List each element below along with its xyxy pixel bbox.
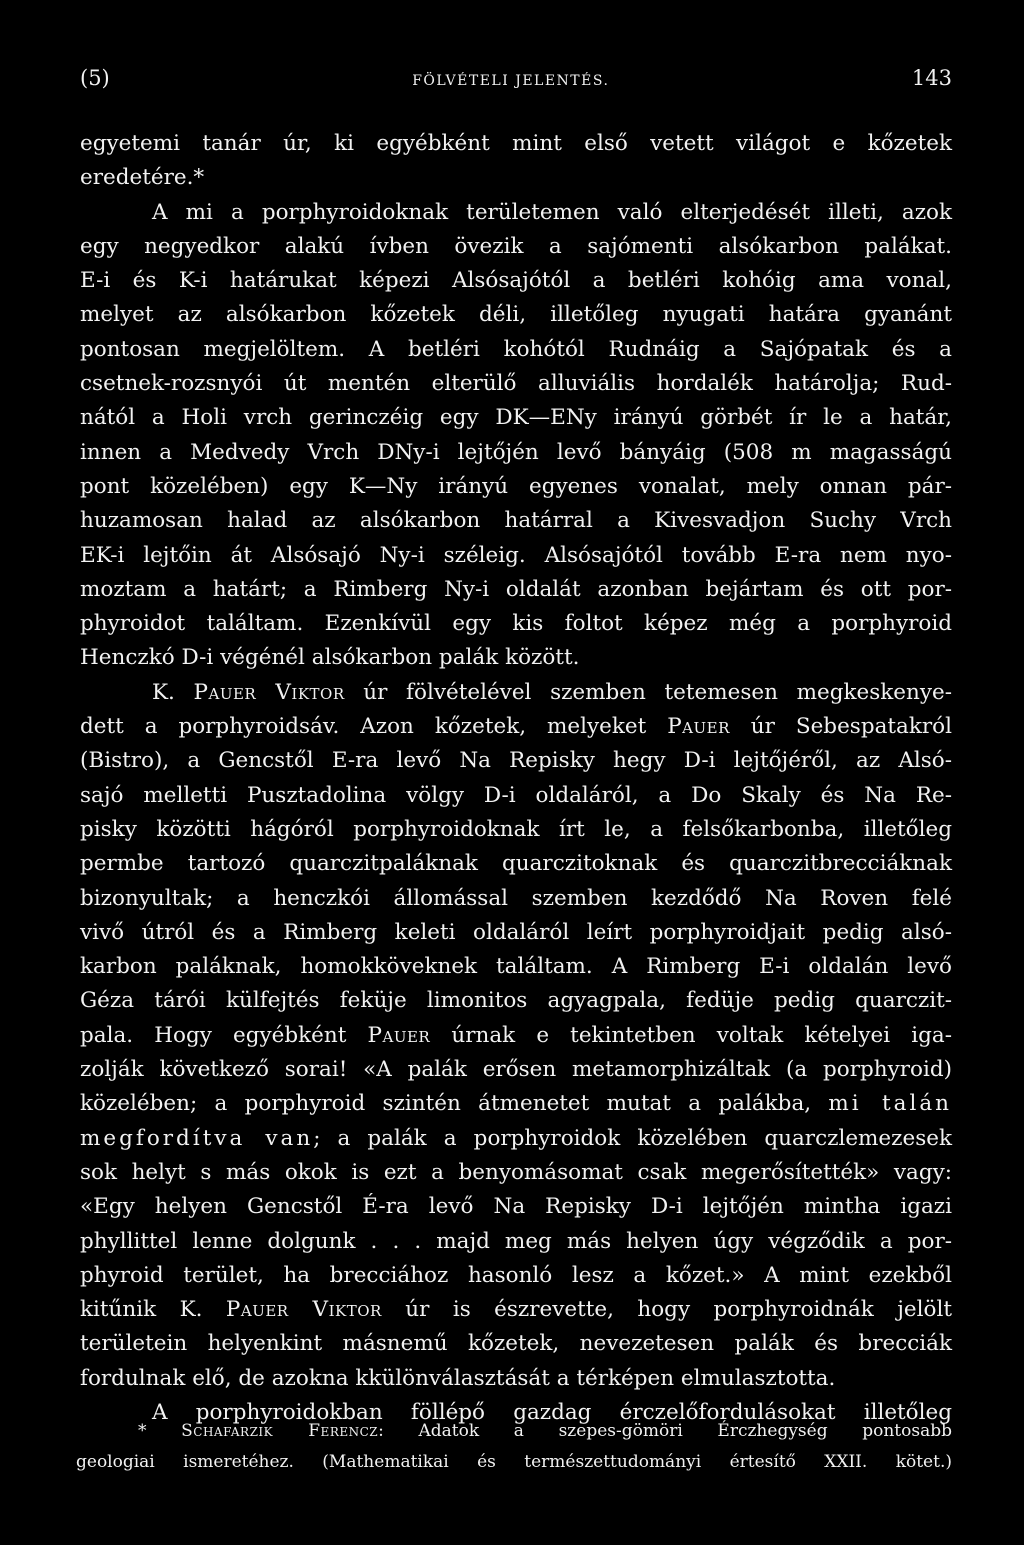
author-name: Pauer — [367, 1022, 431, 1048]
text-line: Henczkó D-i végénél alsókarbon palák között. — [80, 645, 580, 671]
text-line: phyroid terület, ha brecciához hasonló lesz a kőzet.» A mint ezekből — [80, 1262, 952, 1288]
text-line: vivő útról és a Rimberg keleti oldaláról leírt porphyroidjait pedig alsó- — [80, 919, 952, 945]
author-name: Pauer Viktor — [193, 679, 345, 705]
text-line: A mi a porphyroidoknak területemen való elterjedését illeti, azok — [152, 199, 952, 225]
text-line: sajó melletti Pusztadolina völgy D-i oldaláról, a Do Skaly és Na Re- — [80, 782, 952, 808]
text-line: fordulnak elő, de azokna kkülönválasztását a térképen elmulasztotta. — [80, 1365, 836, 1391]
text-line: területein helyenkint másnemű kőzetek, nevezetesen palák és brecciák — [80, 1331, 952, 1357]
author-name: Schafarzik Ferencz — [181, 1421, 379, 1441]
section-number: (5) — [80, 66, 110, 90]
footnote-line: * Schafarzik Ferencz: Adatok a szepes-gömöri Érczhegység pontosabb — [138, 1421, 952, 1441]
text-line: pont közelében) egy K—Ny irányú egyenes vonalat, mely onnan pár- — [80, 473, 952, 499]
text-line: phyroidot találtam. Ezenkívül egy kis foltot képez még a porphyroid — [80, 611, 952, 637]
text-line: eredetére.* — [80, 165, 205, 191]
text-line: Géza tárói külfejtés feküje limonitos agyagpala, fedüje pedig quarczit- — [80, 988, 952, 1014]
running-title: FÖLVÉTELI JELENTÉS. — [412, 73, 610, 89]
author-name: Pauer — [667, 714, 730, 740]
text-line: innen a Medvedy Vrch DNy-i lejtőjén levő bányáig (508 m magasságú — [80, 439, 952, 465]
text-line: bizonyultak; a henczkói állomással szemben kezdődő Na Roven felé — [80, 885, 952, 911]
text-line: (Bistro), a Gencstől E-ra levő Na Repisky hegy D-i lejtőjéről, az Alsó- — [80, 748, 952, 774]
text-line: nától a Holi vrch gerinczéig egy DK—ENy irányú görbét ír le a határ, — [80, 405, 952, 431]
body-text — [80, 127, 952, 1430]
emphasis-text: megfordítva van — [80, 1125, 314, 1151]
text-line: pala. Hogy egyébként Pauer úrnak e tekintetben voltak kételyei iga- — [80, 1022, 952, 1048]
text-line: egy negyedkor alakú ívben övezik a sajómenti alsókarbon palákat. — [80, 233, 952, 259]
text-line: moztam a határt; a Rimberg Ny-i oldalát azonban bejártam és ott por- — [80, 576, 952, 602]
page-header — [80, 66, 952, 90]
text-line: permbe tartozó quarczitpaláknak quarczitoknak és quarczitbrecciáknak — [80, 851, 952, 877]
emphasis-text: mi talán — [828, 1091, 952, 1117]
page-number: 143 — [911, 66, 952, 90]
text-line: melyet az alsókarbon kőzetek déli, illetőleg nyugati határa gyanánt — [80, 302, 952, 328]
text-line: zolják következő sorai! «A palák erősen metamorphizáltak (a porphyroid) — [80, 1057, 952, 1083]
text-line: «Egy helyen Gencstől É-ra levő Na Repisky D-i lejtőjén mintha igazi — [80, 1194, 952, 1220]
text-line: sok helyt s más okok is ezt a benyomásomat csak megerősítették» vagy: — [80, 1159, 952, 1185]
text-line: egyetemi tanár úr, ki egyébként mint első vetett világot e kőzetek — [80, 131, 952, 156]
text-line: megfordítva van; a palák a porphyroidok közelében quarczlemezesek — [80, 1125, 952, 1151]
text-line: csetnek-rozsnyói út mentén elterülő alluviális hordalék határolja; Rud- — [80, 371, 952, 397]
author-name: Pauer Viktor — [225, 1297, 382, 1323]
text-line: karbon paláknak, homokköveknek találtam. A Rimberg E-i oldalán levő — [80, 954, 952, 980]
text-line: phyllittel lenne dolgunk . . . majd meg más helyen úgy végződik a por- — [80, 1228, 952, 1254]
text-line: K. Pauer Viktor úr fölvételével szemben tetemesen megkeskenye- — [152, 679, 952, 705]
text-line: közelében; a porphyroid szintén átmenetet mutat a palákba, mi talán — [80, 1091, 952, 1117]
footnote-line: geologiai ismeretéhez. (Mathematikai és természettudományi értesítő XXII. kötet.) — [76, 1452, 952, 1472]
footnote — [76, 1416, 952, 1478]
text-line: EK-i lejtőin át Alsósajó Ny-i széleig. Alsósajótól tovább E-ra nem nyo- — [80, 542, 952, 568]
text-line: pisky közötti hágóról porphyroidoknak írt le, a felsőkarbonba, illetőleg — [80, 816, 952, 842]
text-line: E-i és K-i határukat képezi Alsósajótól a betléri kohóig ama vonal, — [80, 268, 952, 294]
text-line: pontosan megjelöltem. A betléri kohótól Rudnáig a Sajópatak és a — [80, 336, 952, 362]
text-line: dett a porphyroidsáv. Azon kőzetek, melyeket Pauer úr Sebespatakról — [80, 714, 952, 740]
text-line: kitűnik K. Pauer Viktor úr is észrevette, hogy porphyroidnák jelölt — [80, 1297, 952, 1323]
text-line: A porphyroidokban föllépő gazdag érczelőfordulásokat illetőleg — [152, 1399, 952, 1425]
text-line: huzamosan halad az alsókarbon határral a Kivesvadjon Suchy Vrch — [80, 508, 952, 534]
